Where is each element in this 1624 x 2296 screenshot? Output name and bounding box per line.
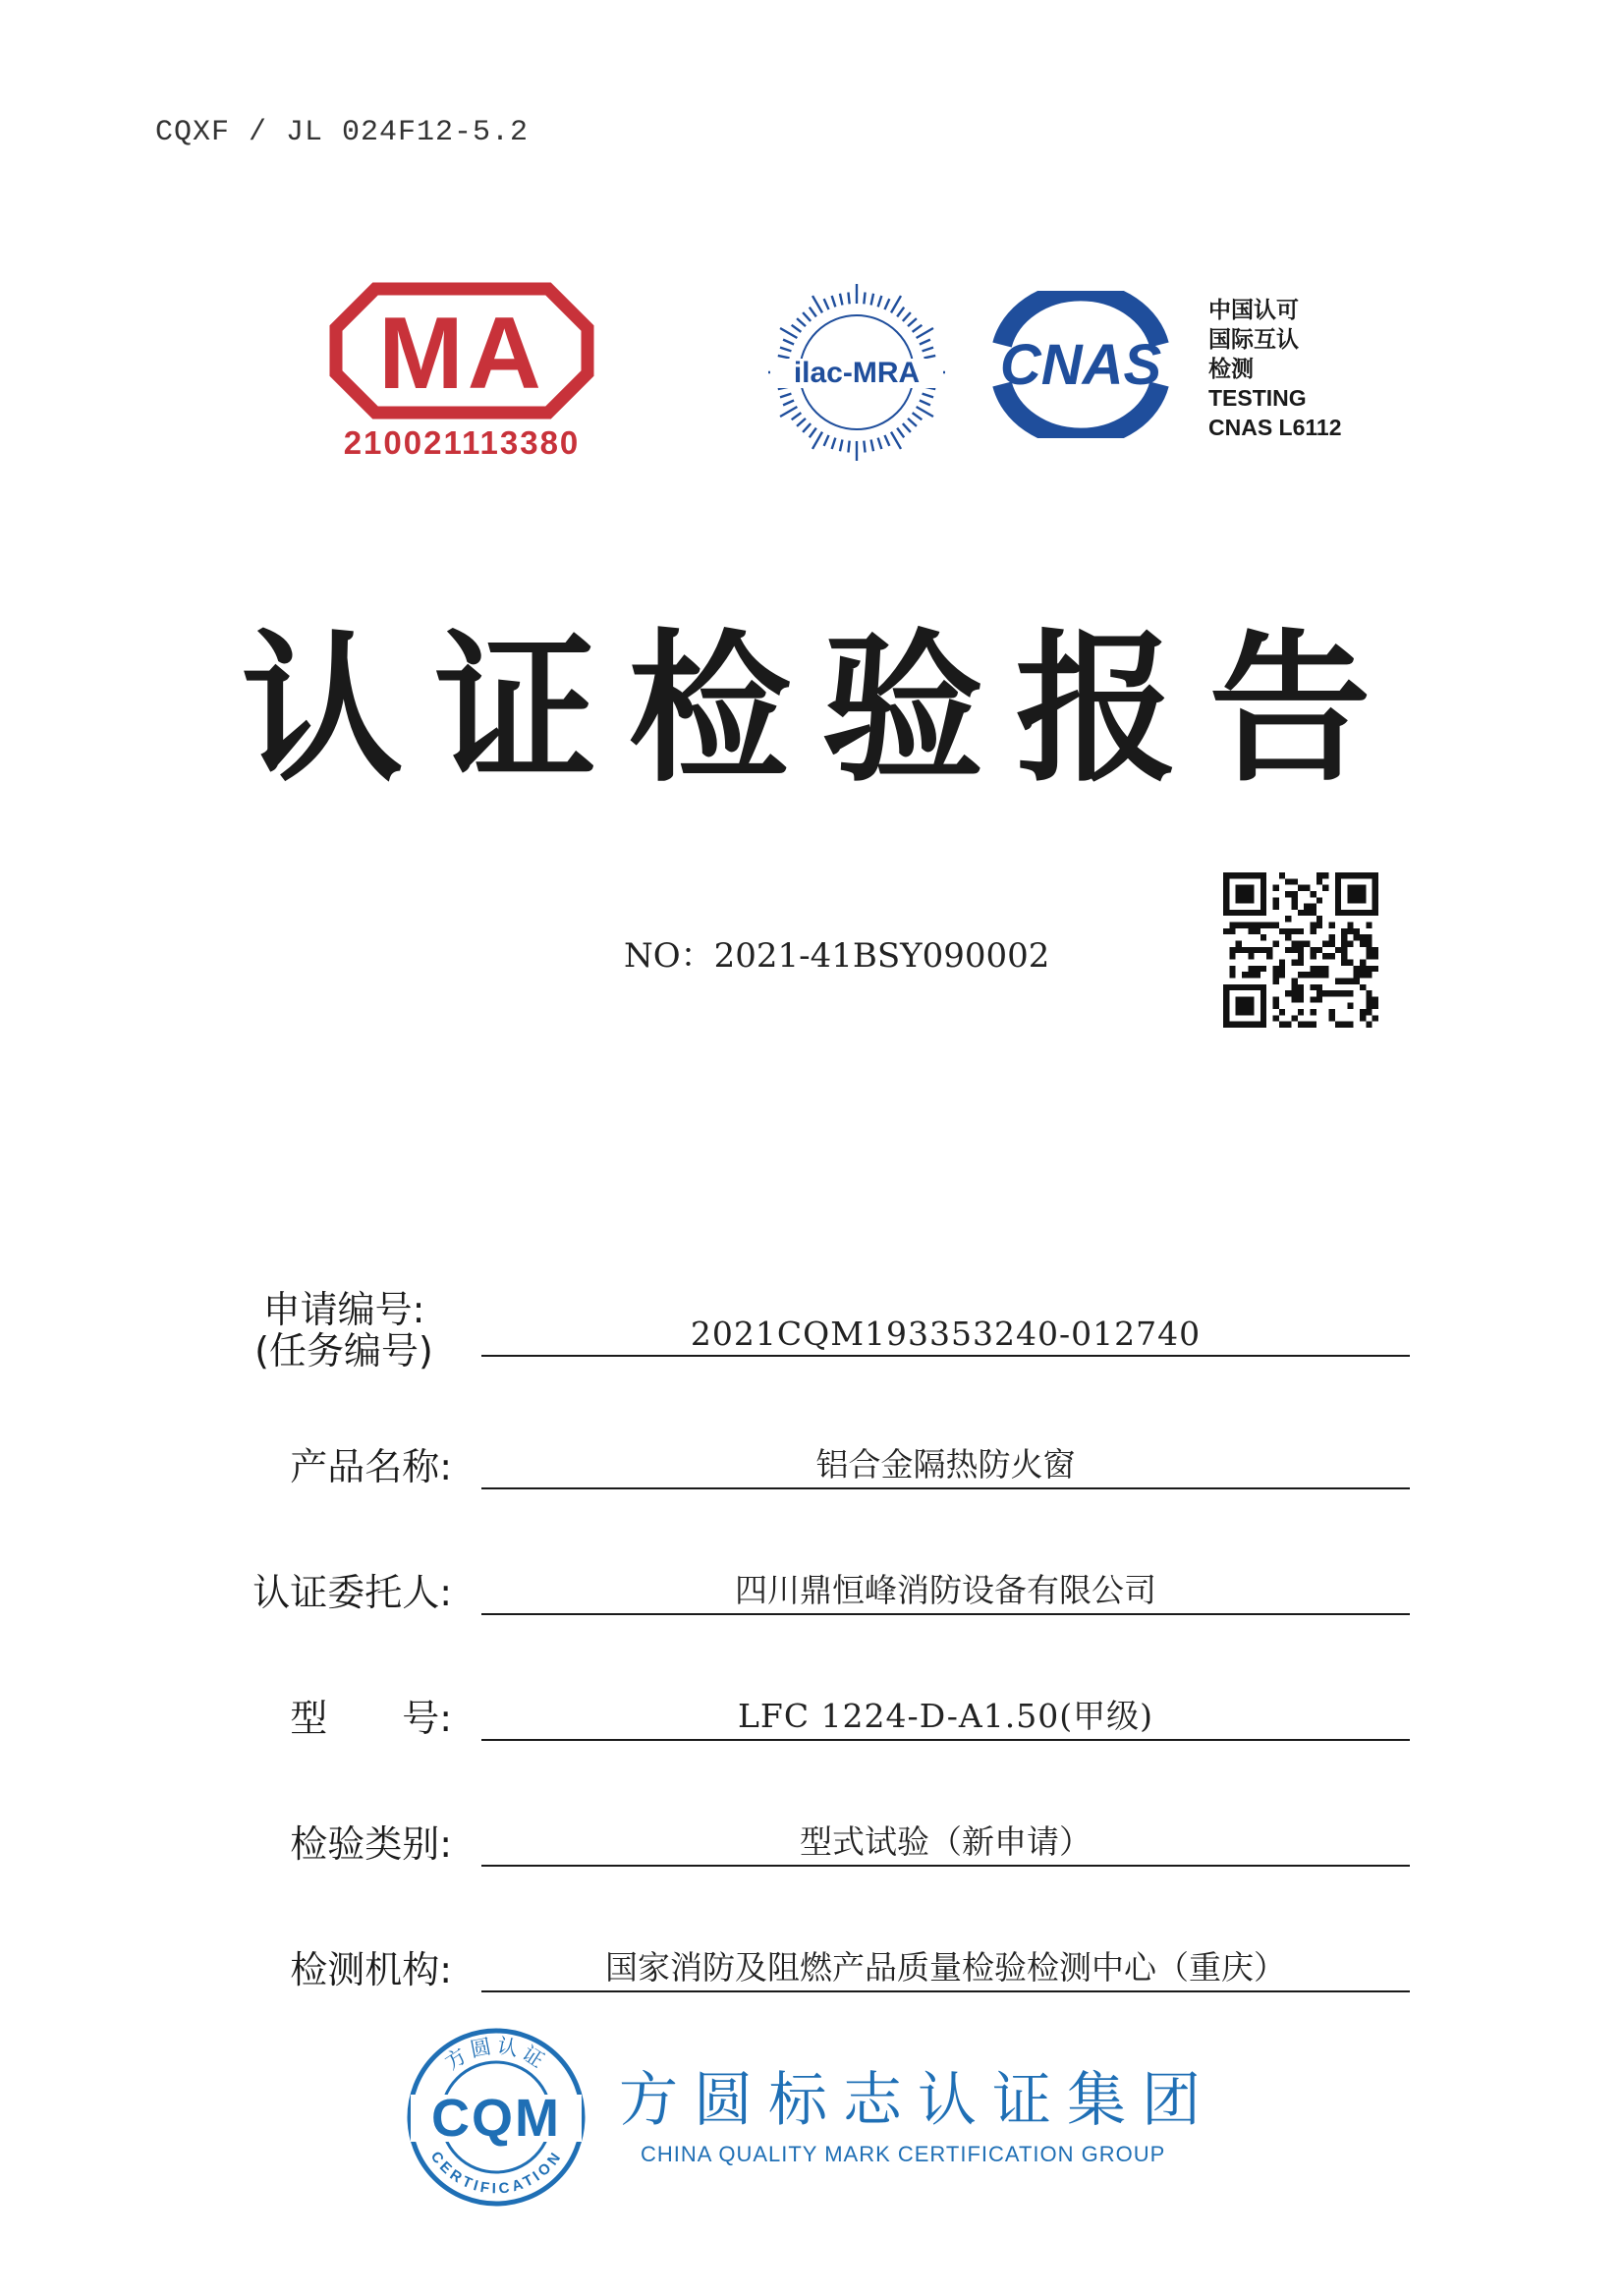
qr-module <box>1285 934 1291 940</box>
qr-module <box>1366 947 1372 953</box>
qr-module <box>1304 1022 1310 1028</box>
ilac-tick <box>824 435 829 446</box>
qr-module <box>1236 996 1255 1015</box>
ilac-tick <box>778 356 790 358</box>
cnas-logo-text: CNAS <box>999 333 1162 397</box>
qr-module <box>1236 923 1242 928</box>
qr-module <box>1310 923 1316 928</box>
qr-module <box>1360 959 1366 965</box>
qr-module <box>1285 891 1291 897</box>
model-label: 型 号: <box>290 1697 452 1740</box>
qr-module <box>1260 923 1266 928</box>
qr-module <box>1273 885 1279 891</box>
ilac-tick <box>780 394 791 398</box>
qr-module <box>1316 984 1322 990</box>
report-title: 认证检验报告 <box>241 615 1403 804</box>
qr-module <box>1273 897 1279 903</box>
qr-module <box>1298 928 1304 934</box>
qr-module <box>1273 941 1279 947</box>
qr-module <box>1285 990 1291 996</box>
qr-module <box>1347 990 1353 996</box>
application-no-label-line2: (任务编号) <box>254 1329 433 1372</box>
qr-module <box>1347 1003 1353 1009</box>
qr-module <box>1292 904 1298 910</box>
qr-module <box>1279 966 1285 972</box>
qr-module <box>1279 959 1285 965</box>
qr-module <box>1260 934 1266 940</box>
qr-module <box>1255 928 1260 934</box>
qr-module <box>1248 966 1254 972</box>
qr-module <box>1316 947 1322 953</box>
qr-module <box>1292 959 1298 965</box>
ilac-tick <box>871 294 873 306</box>
qr-module <box>1322 953 1328 959</box>
qr-module <box>1347 978 1353 983</box>
qr-module <box>1322 885 1328 891</box>
qr-module <box>1229 923 1235 928</box>
qr-module <box>1248 953 1254 959</box>
application-no-label-line1: 申请编号: <box>262 1288 425 1331</box>
qr-module <box>1310 996 1316 1002</box>
ilac-tick <box>783 400 794 405</box>
qr-module <box>1266 953 1272 959</box>
qr-module <box>1328 1009 1334 1015</box>
ilac-tick <box>864 292 865 304</box>
qr-module <box>1360 966 1366 972</box>
ilac-tick <box>897 308 904 317</box>
qr-module <box>1279 1009 1285 1015</box>
qr-module <box>1322 941 1328 947</box>
qr-module <box>1255 966 1260 972</box>
qr-module <box>1298 972 1304 978</box>
qr-module <box>1341 959 1347 965</box>
qr-module <box>1310 928 1316 934</box>
qr-code <box>1223 872 1378 1028</box>
qr-module <box>1354 966 1360 972</box>
qr-module <box>1347 885 1366 904</box>
cnas-line-2: 国际互认 <box>1208 326 1299 352</box>
qr-module <box>1341 934 1347 940</box>
qr-module <box>1304 885 1310 891</box>
cnas-accreditation-text <box>1208 295 1342 442</box>
ilac-tick <box>840 439 842 451</box>
qr-module <box>1347 928 1353 934</box>
qr-module <box>1298 953 1304 959</box>
ilac-tick <box>908 318 917 326</box>
qr-module <box>1310 947 1316 953</box>
cnas-line-5: CNAS L6112 <box>1208 415 1342 440</box>
qr-module <box>1285 1022 1291 1028</box>
product-name-value: 铝合金隔热防火窗 <box>481 1439 1410 1489</box>
qr-module <box>1229 947 1235 953</box>
qr-module <box>1223 928 1229 934</box>
qr-module <box>1366 972 1372 978</box>
ilac-logo-text: ilac-MRA <box>793 357 921 389</box>
qr-module <box>1322 972 1328 978</box>
qr-module <box>1347 959 1353 965</box>
qr-module <box>1366 923 1372 928</box>
qr-module <box>1322 966 1328 972</box>
qr-module <box>1273 1015 1279 1021</box>
cma-logo-text: MA <box>378 297 545 411</box>
cqm-logo <box>403 2024 589 2211</box>
qr-module <box>1335 990 1341 996</box>
qr-module <box>1372 1003 1378 1009</box>
qr-module <box>1298 947 1304 953</box>
qr-module <box>1279 1022 1285 1028</box>
ilac-tick <box>884 299 889 309</box>
qr-module <box>1304 910 1310 916</box>
ilac-tick <box>812 432 822 449</box>
qr-module <box>1328 934 1334 940</box>
qr-module <box>1273 966 1279 972</box>
qr-module <box>1255 972 1260 978</box>
qr-module <box>1298 885 1304 891</box>
qr-module <box>1316 878 1322 884</box>
qr-module <box>1328 953 1334 959</box>
qr-module <box>1372 953 1378 959</box>
qr-module <box>1292 1015 1298 1021</box>
qr-module <box>1292 878 1298 884</box>
qr-module <box>1347 923 1353 928</box>
qr-module <box>1236 941 1242 947</box>
qr-module <box>1335 978 1341 983</box>
ilac-tick <box>832 296 836 307</box>
qr-module <box>1292 984 1298 990</box>
qr-module <box>1310 904 1316 910</box>
qr-module <box>1273 904 1279 910</box>
institution-value: 国家消防及阻燃产品质量检验检测中心（重庆） <box>481 1942 1410 1992</box>
client-value: 四川鼎恒峰消防设备有限公司 <box>481 1565 1410 1615</box>
qr-module <box>1292 891 1298 897</box>
qr-module <box>1335 1022 1341 1028</box>
qr-module <box>1229 953 1235 959</box>
qr-module <box>1298 941 1304 947</box>
ilac-tick <box>913 413 923 420</box>
qr-module <box>1322 990 1328 996</box>
qr-module <box>1292 897 1298 903</box>
qr-module <box>1360 1015 1366 1021</box>
ilac-tick <box>891 296 901 312</box>
client-label: 认证委托人: <box>252 1571 452 1614</box>
qr-module <box>1310 972 1316 978</box>
ilac-tick <box>803 423 811 432</box>
qr-module <box>1236 947 1242 953</box>
model-value: LFC 1224-D-A1.50(甲级) <box>481 1691 1410 1741</box>
qr-module <box>1285 928 1291 934</box>
test-type-value: 型式试验（新申请） <box>481 1817 1410 1867</box>
qr-module <box>1298 1009 1304 1015</box>
cnas-line-1: 中国认可 <box>1208 297 1299 322</box>
qr-module <box>1316 972 1322 978</box>
ilac-tick <box>923 394 933 398</box>
qr-module <box>1341 953 1347 959</box>
qr-module <box>1316 923 1322 928</box>
qr-module <box>1366 941 1372 947</box>
ilac-tick <box>908 419 917 426</box>
ilac-tick <box>792 325 802 332</box>
qr-module <box>1242 972 1248 978</box>
ilac-tick <box>878 296 882 307</box>
qr-module <box>1366 996 1372 1002</box>
cnas-line-4: TESTING <box>1208 385 1307 411</box>
qr-module <box>1236 885 1255 904</box>
qr-module <box>1310 953 1316 959</box>
ilac-tick <box>903 312 911 321</box>
ilac-tick <box>878 438 882 449</box>
qr-module <box>1310 910 1316 916</box>
qr-module <box>1248 947 1254 953</box>
cnas-logo <box>978 291 1184 438</box>
qr-module <box>1298 910 1304 916</box>
ilac-tick <box>780 348 791 352</box>
ilac-tick <box>848 441 849 453</box>
qr-module <box>1316 916 1322 922</box>
qr-module <box>1360 941 1366 947</box>
ilac-tick <box>871 439 873 451</box>
cqm-name-cn: 方圆标志认证集团 <box>619 2066 1216 2135</box>
qr-module <box>1229 928 1235 934</box>
qr-module <box>1255 947 1260 953</box>
ilac-tick <box>783 340 794 345</box>
qr-module <box>1341 990 1347 996</box>
qr-module <box>1372 947 1378 953</box>
test-type-label: 检验类别: <box>290 1822 452 1866</box>
qr-module <box>1273 996 1279 1002</box>
ilac-tick <box>792 413 802 420</box>
qr-module <box>1322 872 1328 878</box>
qr-module <box>1328 941 1334 947</box>
qr-module <box>1285 878 1291 884</box>
qr-module <box>1229 966 1235 972</box>
qr-module <box>1298 984 1304 990</box>
ilac-tick <box>832 438 836 449</box>
cqm-logo-text: CQM <box>431 2089 561 2148</box>
qr-module <box>1360 972 1366 978</box>
qr-module <box>1341 941 1347 947</box>
qr-module <box>1292 947 1298 953</box>
form-code: CQXF / JL 024F12-5.2 <box>155 116 530 149</box>
qr-module <box>1347 1022 1353 1028</box>
ilac-tick <box>917 328 933 338</box>
ilac-tick <box>780 328 797 338</box>
qr-module <box>1372 996 1378 1002</box>
ilac-tick <box>891 432 901 449</box>
qr-module <box>1310 1022 1316 1028</box>
qr-module <box>1341 1022 1347 1028</box>
qr-module <box>1316 966 1322 972</box>
qr-module <box>1366 1022 1372 1028</box>
ilac-tick <box>824 299 829 309</box>
qr-module <box>1341 947 1347 953</box>
qr-module <box>1360 934 1366 940</box>
qr-module <box>1229 972 1235 978</box>
qr-module <box>1310 966 1316 972</box>
ilac-tick <box>920 340 930 345</box>
institution-label: 检测机构: <box>290 1948 452 1991</box>
qr-module <box>1316 897 1322 903</box>
ilac-tick <box>812 296 822 312</box>
qr-module <box>1292 996 1298 1002</box>
qr-module <box>1316 996 1322 1002</box>
cqm-ring-top-text: 方圆认证 <box>440 2034 552 2075</box>
ilac-tick <box>810 308 816 317</box>
ilac-tick <box>924 356 935 358</box>
cma-number: 210021113380 <box>343 424 581 461</box>
qr-module <box>1366 990 1372 996</box>
qr-module <box>1266 947 1272 953</box>
ilac-tick <box>864 441 865 453</box>
ilac-mra-logo <box>764 280 949 465</box>
qr-module <box>1298 1022 1304 1028</box>
ilac-tick <box>884 435 889 446</box>
qr-module <box>1292 928 1298 934</box>
ilac-tick <box>897 428 904 438</box>
qr-module <box>1316 990 1322 996</box>
qr-module <box>1328 990 1334 996</box>
report-number: NO：2021-41BSY090002 <box>624 936 1050 976</box>
ilac-tick <box>797 419 806 426</box>
qr-module <box>1292 978 1298 983</box>
ilac-tick <box>913 325 923 332</box>
qr-module <box>1273 1003 1279 1009</box>
qr-module <box>1285 947 1291 953</box>
qr-module <box>1242 947 1248 953</box>
qr-module <box>1298 996 1304 1002</box>
qr-module <box>1298 959 1304 965</box>
qr-module <box>1366 953 1372 959</box>
ilac-tick <box>797 318 806 326</box>
ilac-tick <box>917 407 933 417</box>
qr-module <box>1366 934 1372 940</box>
qr-module <box>1360 1009 1366 1015</box>
qr-module <box>1273 923 1279 928</box>
ilac-tick <box>810 428 816 438</box>
qr-module <box>1260 947 1266 953</box>
qr-module <box>1328 1015 1334 1021</box>
ilac-tick <box>903 423 911 432</box>
cqm-ring-bottom-text: CERTIFICATION <box>426 2148 566 2198</box>
qr-module <box>1292 941 1298 947</box>
ilac-tick <box>920 400 930 405</box>
qr-module <box>1354 978 1360 983</box>
qr-module <box>1366 966 1372 972</box>
qr-module <box>1335 947 1341 953</box>
qr-module <box>1354 928 1360 934</box>
qr-module <box>1304 941 1310 947</box>
application-no-label <box>231 1289 457 1372</box>
qr-module <box>1260 966 1266 972</box>
qr-module <box>1273 972 1279 978</box>
qr-module <box>1354 972 1360 978</box>
qr-module <box>1366 1009 1372 1015</box>
qr-module <box>1341 978 1347 983</box>
ilac-tick <box>803 312 811 321</box>
qr-module <box>1372 966 1378 972</box>
ilac-tick <box>780 407 797 417</box>
qr-module <box>1372 1015 1378 1021</box>
qr-module <box>1285 916 1291 922</box>
product-name-label: 产品名称: <box>290 1445 452 1488</box>
qr-module <box>1316 872 1322 878</box>
qr-module <box>1279 928 1285 934</box>
qr-module <box>1310 1009 1316 1015</box>
qr-module <box>1242 923 1248 928</box>
qr-module <box>1279 972 1285 978</box>
cqm-name-en: CHINA QUALITY MARK CERTIFICATION GROUP <box>641 2142 1166 2166</box>
qr-module <box>1273 978 1279 983</box>
qr-module <box>1310 891 1316 897</box>
qr-module <box>1347 941 1353 947</box>
qr-module <box>1310 984 1316 990</box>
qr-module <box>1248 972 1254 978</box>
qr-module <box>1354 934 1360 940</box>
qr-module <box>1248 928 1254 934</box>
qr-module <box>1360 984 1366 990</box>
qr-module <box>1255 923 1260 928</box>
ilac-tick <box>923 348 933 352</box>
application-no-value: 2021CQM193353240-012740 <box>481 1315 1410 1357</box>
qr-module <box>1298 990 1304 996</box>
qr-module <box>1248 923 1254 928</box>
qr-module <box>1279 872 1285 878</box>
qr-module <box>1366 1003 1372 1009</box>
qr-module <box>1292 990 1298 996</box>
qr-module <box>1341 928 1347 934</box>
qr-module <box>1304 904 1310 910</box>
ilac-tick <box>840 294 842 306</box>
qr-module <box>1266 923 1272 928</box>
qr-module <box>1304 972 1310 978</box>
ilac-tick <box>848 292 849 304</box>
cnas-line-3: 检测 <box>1208 356 1254 381</box>
qr-module <box>1328 923 1334 928</box>
